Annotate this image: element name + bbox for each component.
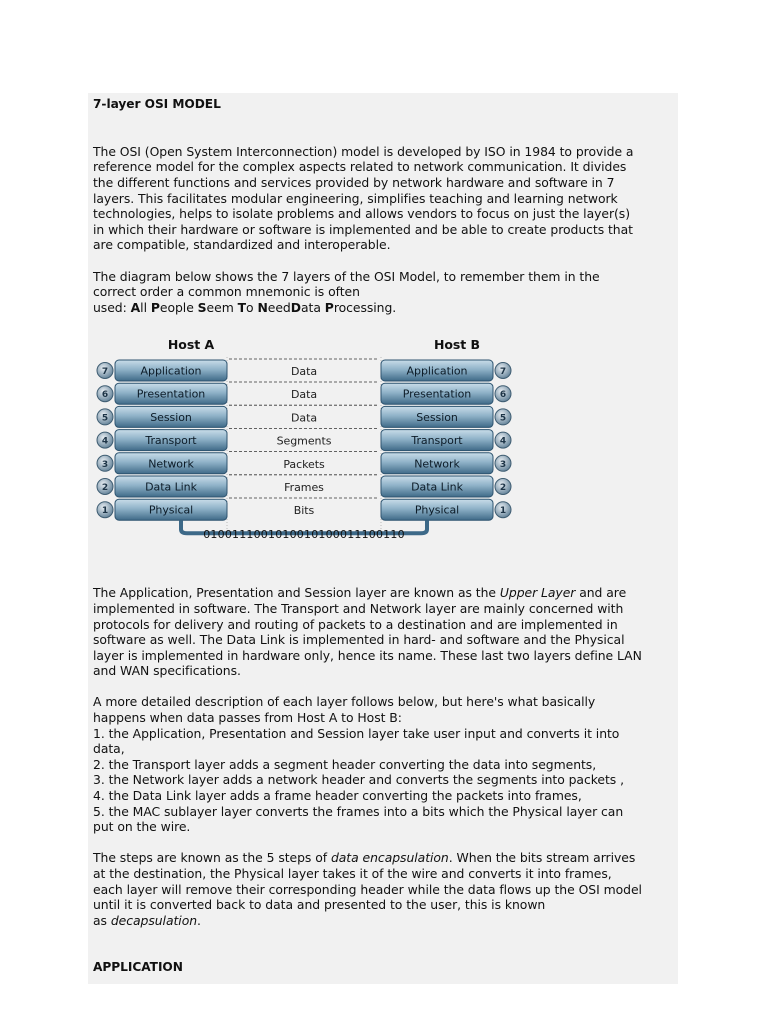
osi-diagram-svg (93, 315, 673, 585)
host-b-layer-label: Data Link (411, 480, 463, 494)
pdu-label: Data (290, 365, 318, 379)
upper-layer-line: implemented in software. The Transport and Network layer are mainly concerned with (93, 600, 624, 616)
intro-line: The OSI (Open System Interconnection) model is developed by ISO in 1984 to provide a (93, 143, 634, 159)
mnemonic-initial: S (197, 299, 207, 315)
mnemonic-initial: P (150, 299, 160, 315)
host-a-layer-label: Network (148, 457, 194, 471)
mnemonic-rest: ata (300, 299, 325, 315)
text-run: as (93, 912, 111, 928)
used-prefix: used: (93, 299, 131, 315)
steps-line: data, (93, 741, 125, 757)
upper-layer-line: and WAN specifications. (93, 663, 241, 679)
encapsulation-line (93, 850, 673, 866)
host-a-label: Host A (167, 337, 215, 353)
encapsulation-line (93, 913, 673, 929)
intro-line: reference model for the complex aspects related to network communication. It divides (93, 159, 627, 175)
host-a-layer-label: Session (150, 411, 192, 425)
host-a-layer-label: Presentation (136, 388, 206, 402)
steps-paragraph (93, 694, 673, 834)
encapsulation-paragraph (93, 850, 673, 928)
host-b-layer-label: Physical (414, 504, 460, 518)
layer-number: 2 (499, 483, 507, 494)
layer-number: 7 (499, 367, 507, 378)
intro-line: technologies, helps to isolate problems and allows vendors to focus on just the layer(s) (93, 206, 630, 222)
host-b-layer-label: Session (416, 411, 458, 425)
bitstream-label: 0100111001010010100011100110 (203, 528, 405, 542)
text-run: The steps are known as the 5 steps of (93, 850, 331, 866)
steps-line: A more detailed description of each layer follows below, but here's what basically (93, 694, 596, 710)
mnemonic-initial: A (130, 299, 141, 315)
intro-line: layers. This facilitates modular engineering, simplifies teaching and learning network (93, 190, 618, 206)
text-run: and are (575, 585, 627, 601)
diagram-intro-line: The diagram below shows the 7 layers of the OSI Model, to remember them in the (93, 268, 600, 284)
text-run: . (197, 912, 201, 928)
upper-layer-paragraph (93, 585, 673, 679)
mnemonic-rest: eem (206, 299, 238, 315)
layer-number: 3 (499, 460, 507, 471)
layer-number: 5 (101, 413, 109, 424)
intro-paragraph (93, 144, 673, 253)
layer-number: 6 (499, 390, 507, 401)
host-b-layer-label: Presentation (402, 388, 472, 402)
host-b-label: Host B (433, 337, 481, 353)
layer-number: 1 (499, 506, 507, 517)
upper-layer-line (93, 585, 673, 601)
encapsulation-line: until it is converted back to data and presented to the user, this is known (93, 897, 546, 913)
mnemonic-initial: T (237, 299, 247, 315)
encapsulation-line: each layer will remove their corresponding header while the data flows up the OSI model (93, 881, 642, 897)
text-run: The Application, Presentation and Session layer are known as the (93, 585, 500, 601)
steps-line: put on the wire. (93, 819, 191, 835)
upper-layer-line: layer is implemented in hardware only, hence its name. These last two layers define LAN (93, 647, 642, 663)
host-b-layer-label: Network (414, 457, 460, 471)
pdu-label: Segments (276, 434, 332, 448)
layer-number: 4 (101, 436, 109, 447)
section-heading-application: APPLICATION (93, 959, 183, 974)
steps-line: 5. the MAC sublayer layer converts the frames into a bits which the Physical layer can (93, 803, 624, 819)
pdu-label: Packets (283, 458, 325, 472)
mnemonic-rest: rocessing. (333, 299, 397, 315)
steps-line: happens when data passes from Host A to Host B: (93, 710, 402, 726)
page-title: 7-layer OSI MODEL (93, 97, 221, 111)
pdu-label: Bits (293, 504, 315, 518)
mnemonic-rest: o (246, 299, 258, 315)
layer-number: 2 (101, 483, 109, 494)
layer-number: 3 (101, 460, 109, 471)
layer-number: 4 (499, 436, 507, 447)
pdu-label: Frames (284, 481, 324, 495)
steps-line: 1. the Application, Presentation and Session layer take user input and converts it into (93, 725, 620, 741)
emphasis-data-encapsulation: data encapsulation (330, 850, 449, 866)
steps-line: 2. the Transport layer adds a segment header converting the data into segments, (93, 756, 597, 772)
host-a-layer-label: Application (140, 364, 202, 378)
upper-layer-line: software as well. The Data Link is implemented in hard- and software and the Physical (93, 632, 625, 648)
mnemonic-rest: ll (140, 299, 151, 315)
text-run: . When the bits stream arrives (448, 850, 636, 866)
document-page (88, 93, 678, 984)
document-content (93, 97, 673, 975)
diagram-intro-paragraph (93, 269, 673, 316)
mnemonic-initial: D (290, 299, 301, 315)
steps-line: 3. the Network layer adds a network header and converts the segments into packets , (93, 772, 624, 788)
layer-number: 7 (101, 367, 109, 378)
layer-number: 5 (499, 413, 507, 424)
host-b-layer-label: Application (406, 364, 468, 378)
mnemonic-initial: N (257, 299, 268, 315)
host-b-layer-label: Transport (411, 434, 463, 448)
pdu-label: Data (290, 388, 318, 402)
layer-number: 6 (101, 390, 109, 401)
mnemonic-line (93, 300, 673, 316)
emphasis-decapsulation: decapsulation (110, 912, 198, 928)
host-a-layer-label: Data Link (145, 480, 197, 494)
steps-line: 4. the Data Link layer adds a frame header converting the packets into frames, (93, 788, 582, 804)
upper-layer-line: protocols for delivery and routing of packets to a destination and are implemented in (93, 616, 618, 632)
host-a-layer-label: Physical (148, 504, 194, 518)
mnemonic-initial: P (324, 299, 334, 315)
mnemonic-rest: eed (267, 299, 291, 315)
mnemonic (131, 300, 397, 315)
emphasis-upper-layer: Upper Layer (499, 585, 576, 601)
intro-line: are compatible, standardized and interoperable. (93, 237, 391, 253)
osi-diagram (93, 315, 673, 585)
diagram-intro-line: correct order a common mnemonic is often (93, 284, 360, 300)
layer-number: 1 (101, 506, 109, 517)
host-a-layer-label: Transport (145, 434, 197, 448)
intro-line: in which their hardware or software is implemented and be able to create products that (93, 221, 633, 237)
intro-line: the different functions and services provided by network hardware and software in 7 (93, 174, 615, 190)
mnemonic-rest: eople (159, 299, 198, 315)
pdu-label: Data (290, 411, 318, 425)
encapsulation-line: at the destination, the Physical layer takes it of the wire and converts it into frames, (93, 866, 612, 881)
